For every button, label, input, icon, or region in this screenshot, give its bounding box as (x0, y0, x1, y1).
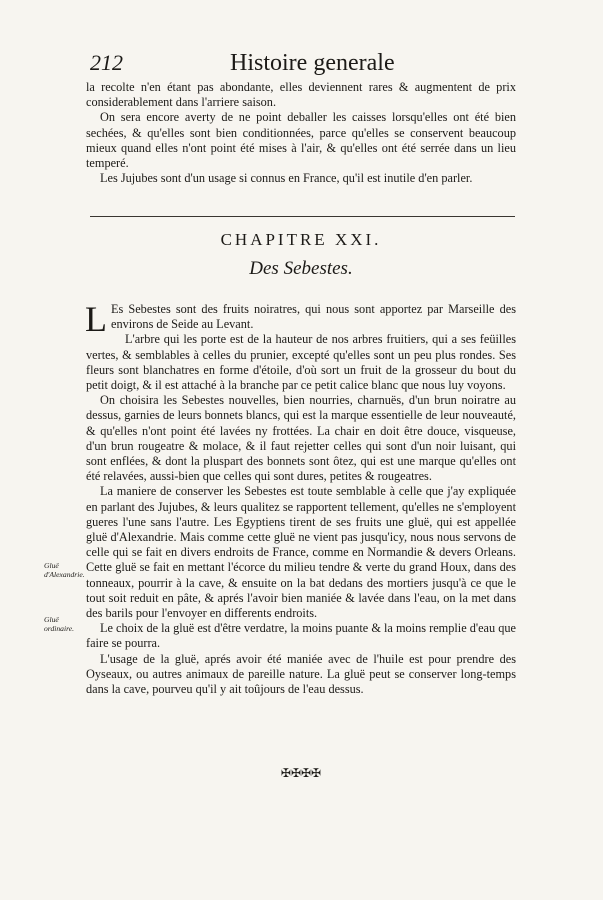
margin-note-glue-ordinaire: Gluë ordinaire. (44, 615, 75, 633)
first-paragraph-text: Es Sebestes sont des fruits noiratres, qui nous sont apportez par Marseille des environs de Seide au Levant. (111, 302, 516, 332)
page-number: 212 (90, 50, 123, 75)
paragraph: Les Jujubes sont d'un usage si connus en France, qu'il est inutile d'en parler. (100, 171, 473, 186)
main-text-block (85, 299, 516, 697)
paragraph: La maniere de conserver les Sebestes est toute semblable à celle que j'ay expliquée en parlant des Jujubes, & leurs qualitez se rapportent tellement, qu'elles ne s'employent gueres l'une sans l'autre. Les Egyptiens tirent de ses fruits une gluë, qui est appellée gluë d'Alexandrie. Mais comme cette gluë ne vient pas jusqu'icy, nous nous servons de celle qui se fait en divers endroits de France, comme en Normandie & devers Orleans. Cette gluë se fait en mettant l'écorce du milieu tendre & verte du grand Houx, dans des tonneaux, pourrir à la cave, & ensuite on la bat dedans des mortiers jusqu'à ce que le tout soit reduit en pâte, & aprés l'avoir bien maniée & lavée dans l'eau, on la met dans des barils pour l'envoyer en differents endroits. (86, 484, 516, 621)
paragraph: On choisira les Sebestes nouvelles, bien nourries, charnuës, d'un brun noiratre au dessus, garnies de leurs bonnets blancs, qui est la marque essentielle de leur nouveauté, & qu'elles n'ont point été lavées ny frottées. La chair en doit être douce, visqueuse, d'un brun rougeatre & molace, & il faut rejetter celles qui sont d'un noir luisant, qui sont enflées, & dont la pluspart des bonnets sont ôtez, qui est une marque qu'elles ont été relavées, aussi-bien que celles qui sont dures, petites & rougeatres. (86, 393, 516, 484)
paragraph: Le choix de la gluë est d'être verdatre, la moins puante & la moins remplie d'eau que faire se pourra. (86, 621, 516, 651)
top-text-block (86, 80, 516, 186)
decorative-ornament: ✠✠✠✠ (280, 766, 322, 780)
chapter-title: CHAPITRE XXI. (220, 230, 382, 249)
section-title: Des Sebestes. (249, 258, 353, 279)
running-title: Histoire generale (230, 50, 395, 76)
page-header (90, 50, 530, 80)
section-divider (90, 216, 515, 217)
paragraph: la recolte n'en étant pas abondante, elles deviennent rares & augmentent de prix considerablement dans l'arriere saison. (86, 80, 516, 110)
paragraph: L'arbre qui les porte est de la hauteur de nos arbres fruitiers, qui a ses feüilles vertes, & semblables à celles du prunier, excepté qu'elles sont un peu plus rondes. Ses fleurs sont blanchatres en forme d'étoile, d'où sort un fruit de la grosseur du bout du petit doigt, & il est attaché à la branche par ce petit calice blanc que nous luy voyons. (86, 332, 516, 393)
paragraph (85, 299, 516, 339)
drop-cap: L (85, 299, 107, 339)
paragraph: On sera encore averty de ne point deballer les caisses lorsqu'elles ont été bien sechées, & qu'elles sont bien conditionnées, parce qu'elles se conservent beaucoup mieux quand elles n'ont point été mises à l'air, & qu'elles ont été serrée dans un lieu temperé. (86, 110, 516, 171)
margin-note-glue-alexandrie: Gluë d'Alexandrie. (44, 561, 85, 579)
paragraph: L'usage de la gluë, aprés avoir été maniée avec de l'huile est pour prendre des Oyseaux, ou autres animaux de pareille nature. La gluë peut se conserver long-temps dans la cave, pourveu qu'il y ait toûjours de l'eau dessus. (86, 651, 516, 697)
